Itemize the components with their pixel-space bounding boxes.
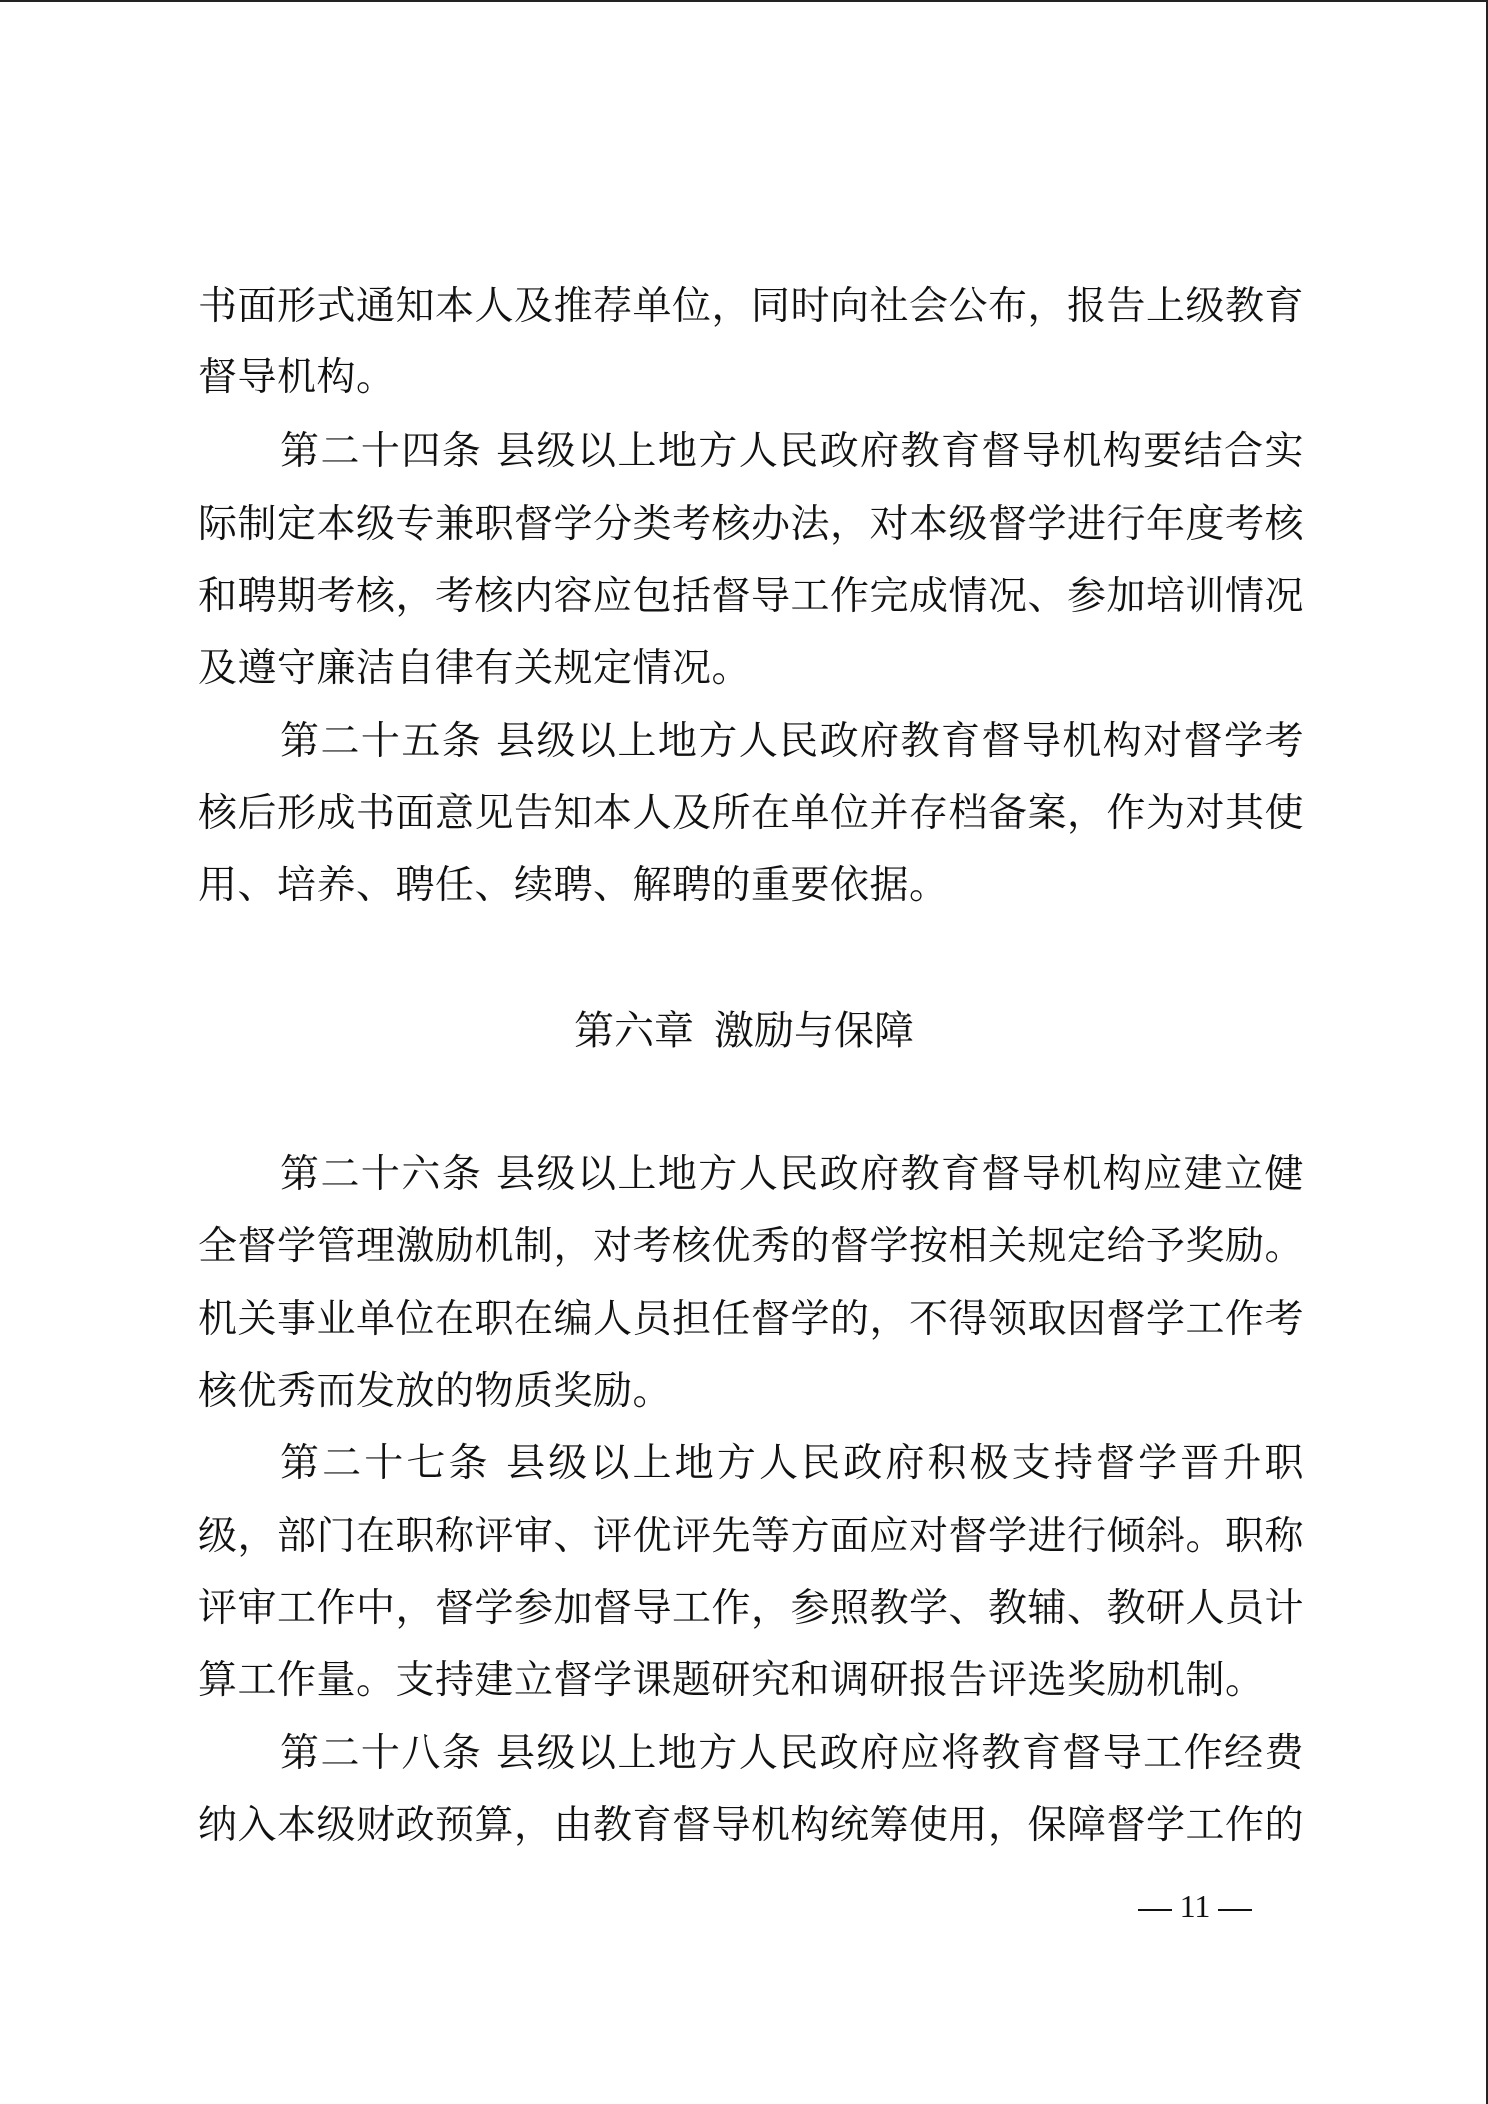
body-line-6: 及遵守廉洁自律有关规定情况。 [198, 646, 752, 691]
article-25-heading-line: 第二十五条 县级以上地方人民政府教育督导机构对督学考 [280, 719, 1304, 764]
body-line-4: 际制定本级专兼职督学分类考核办法，对本级督学进行年度考核 [198, 502, 1305, 547]
page-number-value: 11 [1179, 1888, 1211, 1924]
body-line-16: 评审工作中，督学参加督导工作，参照教学、教辅、教研人员计 [198, 1586, 1305, 1631]
body-line-12: 机关事业单位在职在编人员担任督学的，不得领取因督学工作考 [198, 1297, 1305, 1342]
article-24-heading-line: 第二十四条 县级以上地方人民政府教育督导机构要结合实 [280, 429, 1304, 474]
body-line-1: 书面形式通知本人及推荐单位，同时向社会公布，报告上级教育 [198, 284, 1305, 329]
body-line-17: 算工作量。支持建立督学课题研究和调研报告评选奖励机制。 [198, 1658, 1265, 1703]
article-26-heading-line: 第二十六条 县级以上地方人民政府教育督导机构应建立健 [280, 1152, 1304, 1197]
page-number-left-dash [1138, 1909, 1172, 1911]
body-line-15: 级，部门在职称评审、评优评先等方面应对督学进行倾斜。职称 [198, 1514, 1305, 1559]
body-line-13: 核优秀而发放的物质奖励。 [198, 1369, 673, 1414]
page-top-border [0, 0, 1488, 2]
body-line-8: 核后形成书面意见告知本人及所在单位并存档备案，作为对其使 [198, 791, 1305, 836]
chapter-title: 激励与保障 [714, 1008, 914, 1054]
body-line-2: 督导机构。 [198, 355, 396, 400]
page-number-right-dash [1218, 1909, 1252, 1911]
chapter-heading [0, 1006, 1488, 1056]
page-number [1120, 1886, 1270, 1926]
body-line-11: 全督学管理激励机制，对考核优秀的督学按相关规定给予奖励。 [198, 1224, 1305, 1269]
article-28-heading-line: 第二十八条 县级以上地方人民政府应将教育督导工作经费 [280, 1731, 1304, 1776]
body-line-9: 用、培养、聘任、续聘、解聘的重要依据。 [198, 863, 949, 908]
body-line-5: 和聘期考核，考核内容应包括督导工作完成情况、参加培训情况 [198, 574, 1305, 619]
article-27-heading-line: 第二十七条 县级以上地方人民政府积极支持督学晋升职 [280, 1441, 1304, 1486]
chapter-number: 第六章 [574, 1008, 694, 1054]
body-line-19: 纳入本级财政预算，由教育督导机构统筹使用，保障督学工作的 [198, 1803, 1305, 1848]
